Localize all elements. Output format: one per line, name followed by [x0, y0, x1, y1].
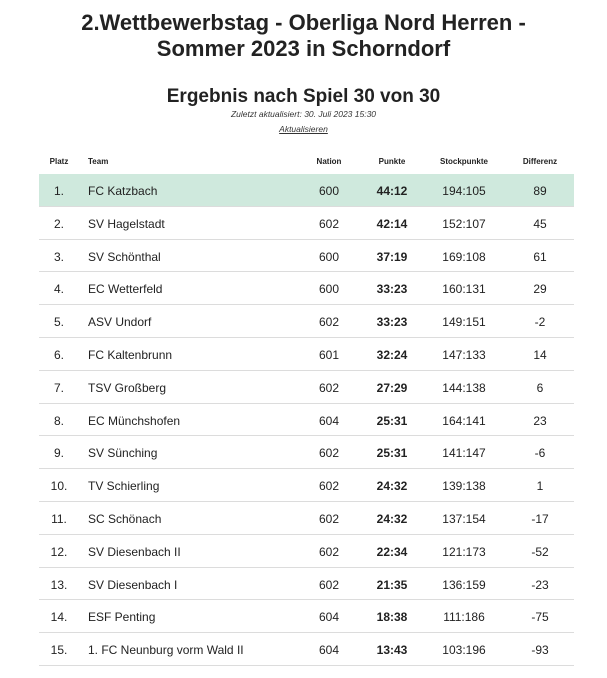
cell-punkte: 27:29	[376, 380, 408, 395]
cell-nation: 600	[318, 184, 340, 198]
cell-stockpunkte: 121:173	[442, 544, 486, 559]
cell-differenz: 89	[533, 184, 547, 198]
cell-team: FC Katzbach	[88, 184, 158, 198]
page-title-line-1: 2.Wettbewerbstag - Oberliga Nord Herren -	[81, 10, 526, 35]
cell-platz: 6.	[53, 347, 64, 362]
cell-nation: 600	[318, 282, 340, 297]
cell-stockpunkte: 160:131	[442, 282, 486, 297]
cell-differenz: 23	[533, 413, 547, 428]
cell-stockpunkte: 164:141	[442, 413, 486, 428]
cell-punkte: 25:31	[376, 446, 408, 461]
cell-punkte: 37:19	[376, 249, 408, 264]
cell-nation: 604	[318, 413, 340, 428]
cell-stockpunkte: 169:108	[442, 249, 486, 264]
cell-team: SV Diesenbach I	[88, 577, 178, 592]
cell-punkte: 32:24	[376, 347, 408, 362]
cell-nation: 602	[318, 511, 340, 526]
cell-nation: 602	[318, 446, 340, 461]
cell-nation: 602	[318, 577, 340, 592]
cell-platz: 5.	[53, 315, 64, 330]
cell-nation: 602	[318, 479, 340, 494]
results-table	[39, 150, 574, 666]
cell-team: EC Wetterfeld	[88, 282, 163, 297]
table-row	[39, 404, 574, 437]
cell-punkte: 42:14	[376, 216, 408, 231]
column-header-team: Team	[88, 157, 109, 166]
cell-stockpunkte: 147:133	[442, 347, 486, 362]
cell-differenz: 6	[536, 380, 544, 395]
cell-punkte: 44:12	[376, 184, 408, 198]
refresh-container	[0, 124, 607, 134]
cell-stockpunkte: 103:196	[442, 643, 486, 658]
cell-differenz: 29	[533, 282, 547, 297]
cell-platz: 14.	[50, 610, 68, 625]
cell-stockpunkte: 137:154	[442, 511, 486, 526]
cell-stockpunkte: 144:138	[442, 380, 486, 395]
cell-differenz: -52	[531, 544, 549, 559]
cell-stockpunkte: 141:147	[442, 446, 486, 461]
cell-team: ASV Undorf	[88, 315, 152, 330]
cell-platz: 3.	[53, 249, 64, 264]
cell-differenz: 45	[533, 216, 547, 231]
table-row	[39, 600, 574, 633]
table-row	[39, 502, 574, 535]
last-updated: Zuletzt aktualisiert: 30. Juli 2023 15:30	[230, 109, 377, 119]
page-title-line-2: Sommer 2023 in Schorndorf	[156, 36, 451, 61]
cell-differenz: -17	[531, 511, 549, 526]
cell-punkte: 33:23	[376, 315, 408, 330]
cell-nation: 602	[318, 544, 340, 559]
column-header-punkte: Punkte	[378, 157, 406, 166]
cell-platz: 15.	[50, 643, 68, 658]
cell-differenz: -75	[531, 610, 549, 625]
cell-platz: 13.	[50, 577, 68, 592]
table-row	[39, 207, 574, 240]
table-body	[39, 174, 574, 666]
cell-team: TV Schierling	[88, 479, 160, 494]
cell-platz: 9.	[53, 446, 64, 461]
cell-platz: 4.	[53, 282, 64, 297]
cell-punkte: 21:35	[376, 577, 408, 592]
cell-punkte: 13:43	[376, 643, 408, 658]
cell-team: SV Hagelstadt	[88, 216, 165, 231]
cell-differenz: 14	[533, 347, 547, 362]
table-row	[39, 305, 574, 338]
cell-stockpunkte: 149:151	[442, 315, 486, 330]
cell-punkte: 25:31	[376, 413, 408, 428]
column-header-stockpunkte: Stockpunkte	[439, 157, 488, 166]
cell-team: 1. FC Neunburg vorm Wald II	[88, 643, 244, 658]
cell-platz: 12.	[50, 544, 68, 559]
results-subtitle: Ergebnis nach Spiel 30 von 30	[166, 86, 441, 107]
cell-differenz: 1	[536, 479, 544, 494]
cell-stockpunkte: 139:138	[442, 479, 486, 494]
table-row	[39, 272, 574, 305]
table-row	[39, 240, 574, 273]
cell-team: SV Diesenbach II	[88, 544, 181, 559]
cell-platz: 10.	[50, 479, 68, 494]
cell-punkte: 18:38	[376, 610, 408, 625]
cell-punkte: 24:32	[376, 479, 408, 494]
cell-platz: 7.	[53, 380, 64, 395]
table-row	[39, 338, 574, 371]
cell-punkte: 22:34	[376, 544, 408, 559]
refresh-link[interactable]: Aktualisieren	[279, 124, 328, 134]
column-header-differenz: Differenz	[522, 157, 558, 166]
cell-differenz: -2	[534, 315, 546, 330]
cell-stockpunkte: 194:105	[442, 184, 486, 198]
column-header-nation: Nation	[316, 157, 342, 166]
cell-nation: 601	[318, 347, 340, 362]
cell-platz: 11.	[51, 511, 67, 526]
cell-punkte: 24:32	[376, 511, 408, 526]
cell-team: SC Schönach	[88, 511, 162, 526]
cell-stockpunkte: 136:159	[442, 577, 486, 592]
table-row	[39, 469, 574, 502]
table-row	[39, 436, 574, 469]
table-row	[39, 633, 574, 666]
page-title	[0, 10, 607, 62]
table-row	[39, 535, 574, 568]
cell-nation: 600	[318, 249, 340, 264]
cell-team: SV Schönthal	[88, 249, 161, 264]
cell-platz: 1.	[53, 184, 64, 198]
table-row	[39, 174, 574, 207]
column-header-platz: Platz	[49, 157, 69, 166]
cell-punkte: 33:23	[376, 282, 408, 297]
cell-team: FC Kaltenbrunn	[88, 347, 173, 362]
cell-stockpunkte: 152:107	[442, 216, 486, 231]
cell-team: EC Münchshofen	[88, 413, 181, 428]
cell-nation: 602	[318, 216, 340, 231]
cell-differenz: -6	[534, 446, 546, 461]
table-row	[39, 568, 574, 601]
cell-platz: 8.	[53, 413, 64, 428]
cell-differenz: -23	[531, 577, 549, 592]
table-row	[39, 371, 574, 404]
cell-nation: 604	[318, 610, 340, 625]
cell-team: SV Sünching	[88, 446, 158, 461]
cell-nation: 602	[318, 315, 340, 330]
cell-team: ESF Penting	[88, 610, 156, 625]
cell-differenz: 61	[533, 249, 547, 264]
cell-platz: 2.	[53, 216, 64, 231]
cell-nation: 602	[318, 380, 340, 395]
cell-stockpunkte: 111:186	[443, 610, 485, 625]
cell-team: TSV Großberg	[88, 380, 167, 395]
table-header	[39, 150, 574, 174]
cell-differenz: -93	[531, 643, 549, 658]
cell-nation: 604	[318, 643, 340, 658]
